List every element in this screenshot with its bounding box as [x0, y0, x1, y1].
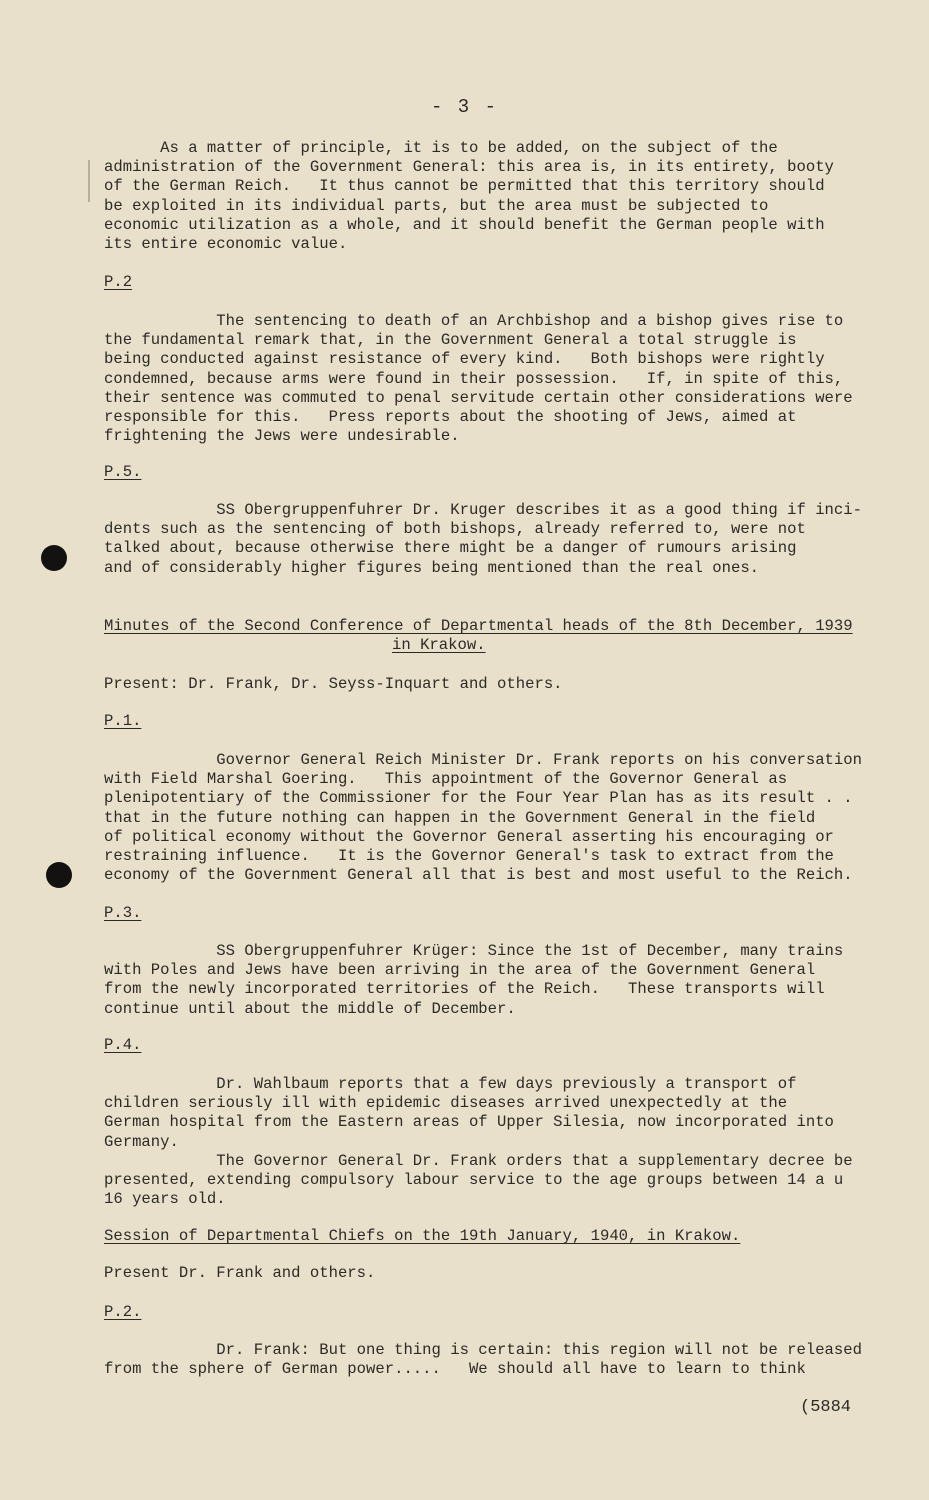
paragraph-intro: As a matter of principle, it is to be added, on the subject of the administration of the Government General: this area is, in its entirety, booty of the German Reich. It thus cannot be permitted that this territory should be exploited in its individual parts, but the area must be subjected to economic utilization as a whole, and it should benefit the German people with its entire economic value.: [104, 139, 834, 254]
paragraph-wahlbaum: Dr. Wahlbaum reports that a few days previously a transport of children seriously ill with epidemic diseases arrived unexpectedly at the German hospital from the Eastern areas of Upper Silesia, now incorporated into Germany. The Governor General Dr. Frank orders that a supplementary decree be presented, extending compulsory labour service to the age groups between 14 a u 16 years old.: [104, 1075, 853, 1209]
heading-p2-second: P.2.: [104, 1303, 142, 1321]
margin-mark: [88, 160, 90, 202]
heading-p3: P.3.: [104, 904, 142, 922]
heading-p2-first: P.2: [104, 273, 133, 291]
punch-hole-lower: [46, 862, 72, 888]
heading-p5: P.5.: [104, 463, 142, 481]
paragraph-frank-region: Dr. Frank: But one thing is certain: this region will not be released from the sphere of German power..... We should all have to learn to think: [104, 1341, 862, 1379]
heading-p1: P.1.: [104, 712, 142, 730]
punch-hole-upper: [41, 545, 67, 571]
minutes-title-line-1: Minutes of the Second Conference of Departmental heads of the 8th December, 1939: [104, 617, 853, 635]
session-title: Session of Departmental Chiefs on the 19th January, 1940, in Krakow.: [104, 1227, 741, 1245]
heading-p4: P.4.: [104, 1036, 142, 1054]
footer-document-code: (5884: [800, 1398, 852, 1417]
page-number: - 3 -: [430, 96, 498, 118]
present-line-first: Present: Dr. Frank, Dr. Seyss-Inquart and others.: [104, 675, 563, 693]
paragraph-kruger-first: SS Obergruppenfuhrer Dr. Kruger describes it as a good thing if inci- dents such as the sentencing of both bishops, already referred to, were not talked about, because otherwise there might be a danger of rumours arising and of considerably higher figures being mentioned than the real ones.: [104, 501, 862, 577]
minutes-title-line-2: in Krakow.: [392, 636, 486, 654]
present-line-second: Present Dr. Frank and others.: [104, 1264, 376, 1282]
paragraph-sentencing: The sentencing to death of an Archbishop and a bishop gives rise to the fundamental remark that, in the Government General a total struggle is being conducted against resistance of every kind. Both bishops were rightly condemned, because arms were found in their possession. If, in spite of this, their sentence was commuted to penal servitude certain other considerations were responsible for this. Press reports about the shooting of Jews, aimed at frightening the Jews were undesirable.: [104, 312, 853, 446]
paragraph-frank-goering: Governor General Reich Minister Dr. Frank reports on his conversation with Field Marshal Goering. This appointment of the Governor General as plenipotentiary of the Commissioner for the Four Year Plan has as its result . . that in the future nothing can happen in the Government General in the field of political economy without the Governor General asserting his encouraging or restraining influence. It is the Governor General's task to extract from the economy of the Government General all that is best and most useful to the Reich.: [104, 751, 862, 885]
paragraph-kruger-second: SS Obergruppenfuhrer Krüger: Since the 1st of December, many trains with Poles and Jews have been arriving in the area of the Government General from the newly incorporated territories of the Reich. These transports will continue until about the middle of December.: [104, 942, 844, 1018]
